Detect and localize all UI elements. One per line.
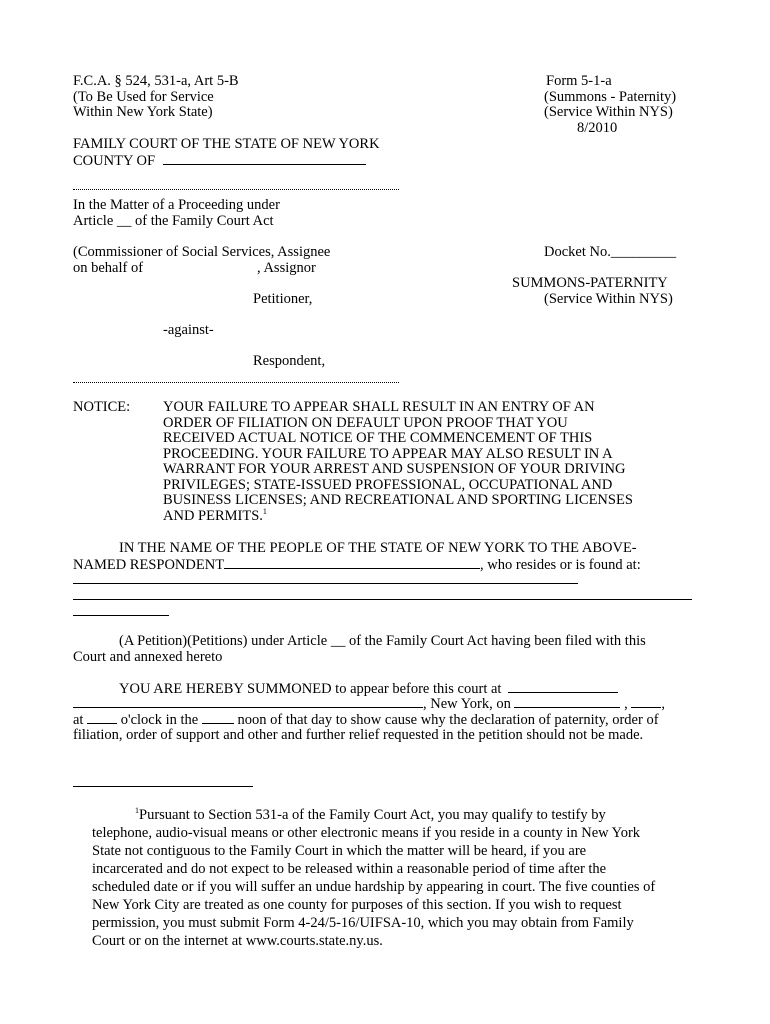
show-cause-text: noon of that day to show cause why the declaration of paternity, order of — [237, 712, 659, 728]
footnote-line: permission, you must submit Form 4-24/5-16/UIFSA-10, which you may obtain from Family — [92, 915, 634, 931]
address-blank-2[interactable] — [73, 599, 692, 600]
footnote-separator — [73, 786, 253, 787]
footnote-line: $^1$Pursuant to Section 531-a of the Family Court Act, you may qualify to testify by — [135, 806, 606, 823]
county-blank[interactable] — [163, 153, 366, 165]
notice-line: PROCEEDING. YOUR FAILURE TO APPEAR MAY ALSO RESULT IN A — [163, 445, 613, 462]
footnote-line: telephone, audio-visual means or other electronic means if you reside in a county in New York — [92, 825, 641, 841]
petition-line2: Court and annexed hereto — [73, 649, 223, 665]
noon-blank[interactable] — [202, 712, 234, 724]
form-service: (Service Within NYS) — [544, 104, 673, 120]
appearance-year-blank[interactable] — [631, 696, 661, 708]
caption-top-divider — [73, 189, 399, 190]
docket-line — [544, 245, 676, 261]
form-type: (Summons - Paternity) — [544, 88, 677, 105]
form-number: Form 5-1-a — [546, 73, 612, 89]
address-blank-3[interactable] — [73, 615, 169, 616]
petition-line1: (A Petition)(Petitions) under Article __ of the Family Court Act having been filed with this — [119, 633, 646, 649]
county-line — [73, 153, 380, 170]
header-left — [73, 74, 239, 121]
matter-line1: In the Matter of a Proceeding under — [73, 197, 280, 213]
docket-blank[interactable]: _________ — [610, 244, 677, 260]
usage-note-line2: Within New York State) — [73, 104, 213, 120]
usage-note-line1: (To Be Used for Service — [73, 88, 214, 105]
commissioner-line1: (Commissioner of Social Services, Assignee — [73, 244, 331, 260]
people-line1: IN THE NAME OF THE PEOPLE OF THE STATE OF NEW YORK TO THE ABOVE- — [119, 540, 637, 556]
court-name: FAMILY COURT OF THE STATE OF NEW YORK — [73, 136, 380, 152]
footnote-line: State not contiguous to the Family Court in which the matter will be heard, if you are — [92, 843, 587, 859]
notice-text — [163, 400, 633, 524]
people-line2 — [73, 557, 641, 574]
footnote-marker: 1 — [135, 806, 139, 815]
document-title: SUMMONS-PATERNITY — [512, 275, 668, 291]
named-respondent-label: NAMED RESPONDENT — [73, 557, 225, 573]
address-blank-1[interactable] — [73, 583, 578, 584]
notice-line: PRIVILEGES; STATE-ISSUED PROFESSIONAL, OCCUPATIONAL AND — [163, 476, 613, 493]
date-comma: , — [624, 696, 628, 712]
footnote-line: scheduled date or if you will suffer an undue hardship by appearing in court. The five counties of — [92, 879, 656, 895]
resides-label: , who resides or is found at: — [480, 557, 641, 573]
notice-line: YOUR FAILURE TO APPEAR SHALL RESULT IN AN ENTRY OF AN — [163, 399, 595, 415]
at-label: at — [73, 712, 84, 728]
commissioner-line2-b: , Assignor — [257, 260, 316, 276]
caption-bottom-divider — [73, 382, 399, 383]
notice-label: NOTICE: — [73, 399, 131, 415]
footnote-line: incarcerated and do not expect to be released within a reasonable period of time after the — [92, 861, 607, 877]
footnote-line: New York City are treated as one county for purposes of this section. If you wish to request — [92, 897, 622, 913]
statute-citation: F.C.A. § 524, 531-a, Art 5-B — [73, 73, 239, 89]
notice-line: RECEIVED ACTUAL NOTICE OF THE COMMENCEMENT OF THIS — [163, 430, 593, 446]
matter-caption — [73, 198, 280, 229]
court-location-blank[interactable] — [508, 681, 618, 693]
notice-line: ORDER OF FILIATION ON DEFAULT UPON PROOF THAT YOU — [163, 414, 568, 431]
respondent-label: Respondent, — [253, 353, 326, 369]
footnote-line: Court or on the internet at www.courts.state.ny.us. — [92, 933, 383, 949]
form-date: 8/2010 — [577, 119, 618, 136]
against-label: -against- — [163, 322, 214, 338]
petitioner-label: Petitioner, — [253, 291, 313, 307]
court-heading — [73, 137, 380, 169]
new-york-on-label: , New York, on — [423, 696, 511, 712]
appearance-date-blank[interactable] — [514, 696, 620, 708]
summoned-line4: filiation, order of support and other and further relief requested in the petition should not be made. — [73, 727, 644, 743]
respondent-name-blank[interactable] — [224, 557, 480, 569]
notice-last-line: AND PERMITS. — [163, 507, 263, 524]
summoned-line2 — [73, 696, 665, 713]
notice-line — [163, 506, 633, 525]
summoned-text: YOU ARE HEREBY SUMMONED to appear before this court at — [119, 681, 502, 697]
footnote-reference[interactable]: 1 — [262, 506, 267, 516]
oclock-label: o'clock in the — [120, 712, 199, 728]
matter-line2: Article __ of the Family Court Act — [73, 212, 274, 229]
document-subtitle: (Service Within NYS) — [544, 291, 673, 307]
notice-line: WARRANT FOR YOUR ARREST AND SUSPENSION OF YOUR DRIVING — [163, 461, 626, 477]
header-right — [544, 74, 676, 136]
commissioner-line2-a: on behalf of — [73, 260, 144, 276]
year-comma: , — [661, 696, 665, 712]
hour-blank[interactable] — [87, 712, 117, 724]
court-address-blank[interactable] — [73, 696, 423, 708]
docket-label: Docket No. — [544, 244, 611, 260]
notice-line: BUSINESS LICENSES; AND RECREATIONAL AND SPORTING LICENSES — [163, 492, 633, 508]
footnote — [92, 806, 655, 950]
county-label: COUNTY OF — [73, 152, 156, 169]
